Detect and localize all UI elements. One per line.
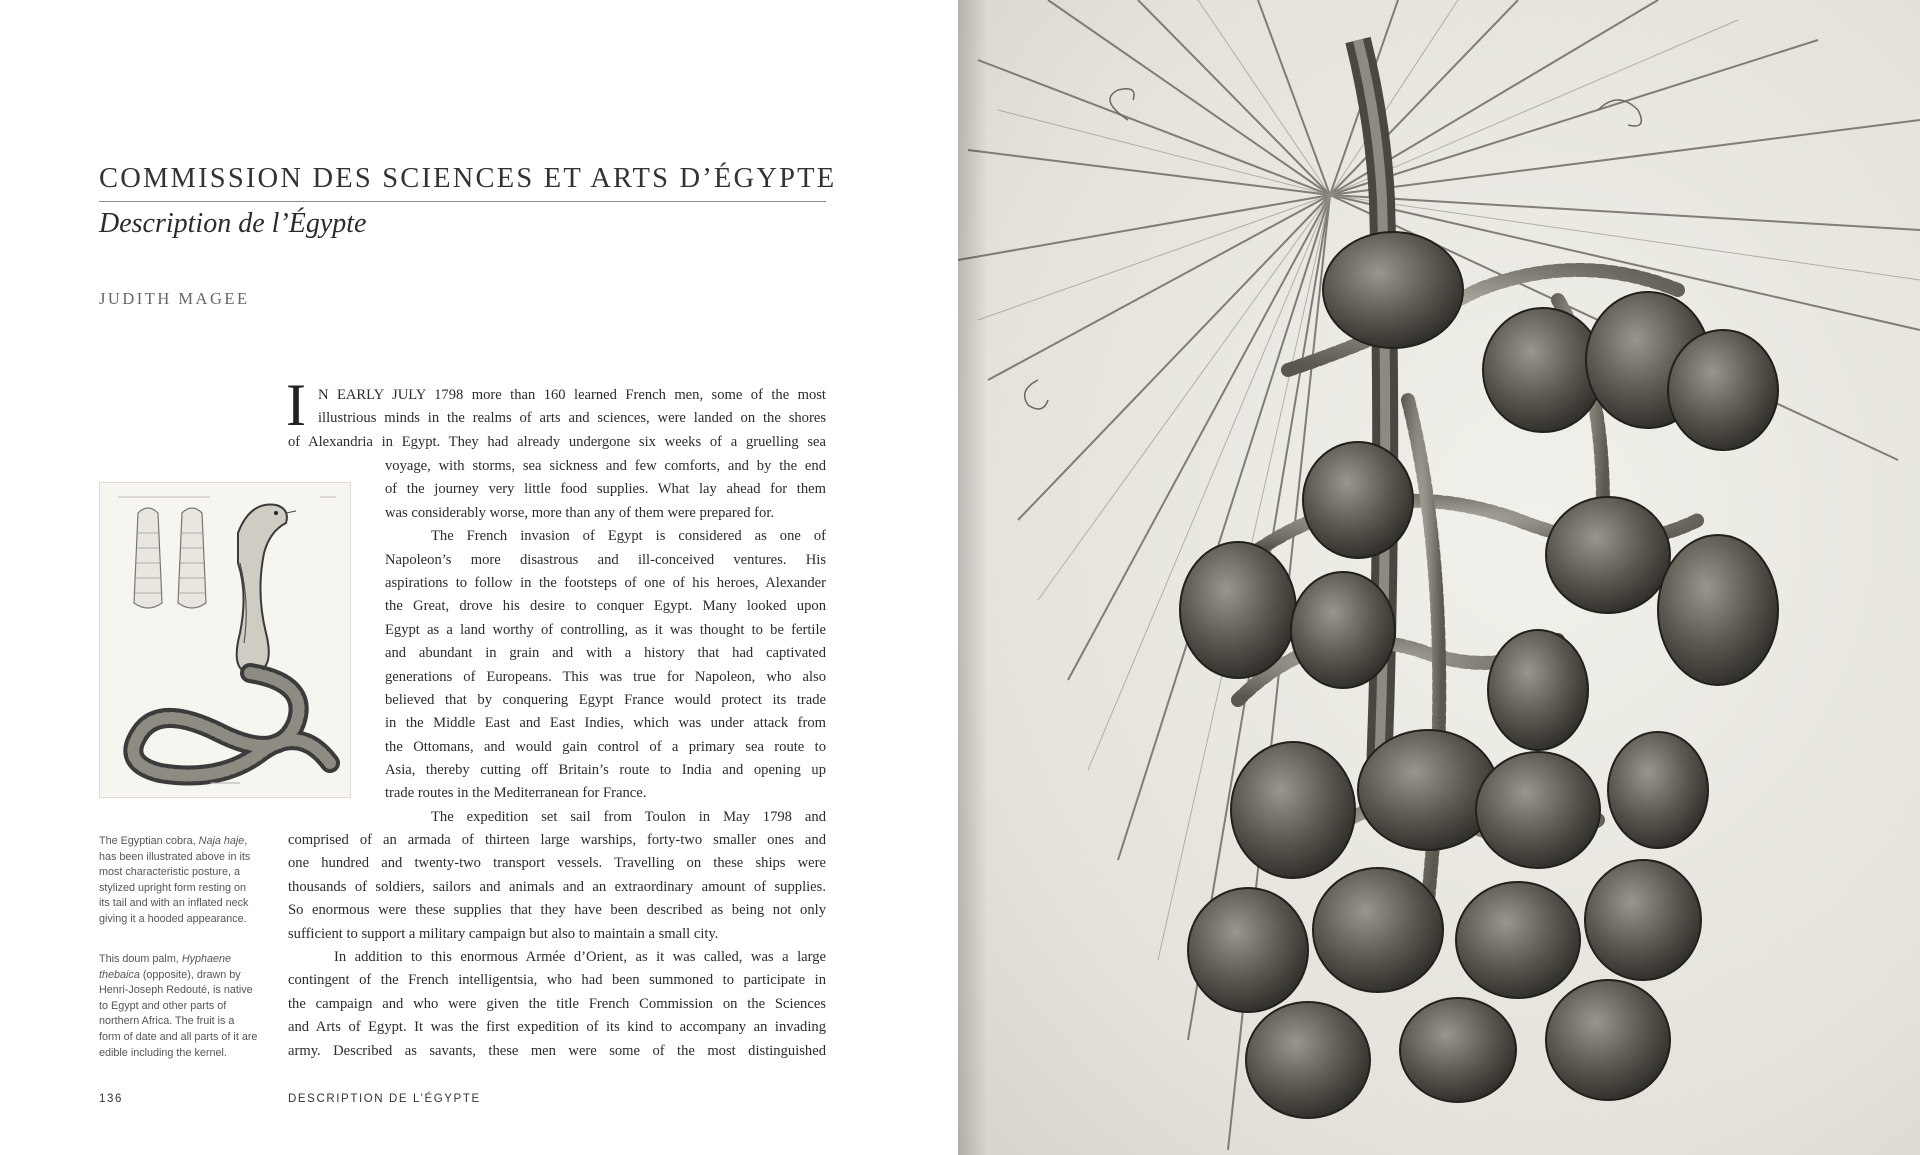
right-page-plate bbox=[958, 0, 1920, 1155]
body-line: trade routes in the Mediterranean for France. bbox=[385, 785, 647, 802]
body-line: sufficient to support a military campaign but also to maintain a small city. bbox=[288, 925, 719, 942]
body-line: voyage, with storms, sea sickness and few comforts, and by the end bbox=[385, 458, 826, 474]
body-line: and Arts of Egypt. It was the first expedition of its kind to accompany an invading bbox=[288, 1019, 826, 1036]
body-line: was considerably worse, more than any of them were prepared for. bbox=[385, 504, 775, 521]
body-line: army. Described as savants, these men were some of the most distinguished bbox=[288, 1042, 826, 1059]
body-text-block-3 bbox=[385, 455, 826, 829]
caption-text: This doum palm, bbox=[99, 953, 182, 965]
body-line: of Alexandria in Egypt. They had already undergone six weeks of a gruelling sea bbox=[288, 434, 826, 450]
chapter-subtitle: Description de l’Égypte bbox=[99, 208, 367, 239]
caption-text: , has been illustrated above in its most characteristic posture, a stylized upright form resting on its tail and with an inflated neck giving it a hooded appearance. bbox=[99, 835, 251, 925]
title-rule bbox=[99, 201, 826, 202]
body-line: in the Middle East and East Indies, which was under attack from bbox=[385, 715, 826, 732]
palm-caption bbox=[99, 952, 259, 1061]
body-line: illustrious minds in the realms of arts and sciences, were landed on the shores bbox=[318, 410, 826, 427]
caption-text: The Egyptian cobra, bbox=[99, 835, 199, 847]
body-line: the campaign and who were given the title French Commission on the Sciences bbox=[288, 995, 826, 1012]
body-text-block-2 bbox=[288, 431, 826, 454]
caption-text: (opposite), drawn by Henri-Joseph Redouté, is native to Egypt and other parts of northern Africa. The fruit is a form of date and all parts of it are edible including the kernel. bbox=[99, 968, 258, 1059]
body-line: So enormous were these supplies that they have been described as being not only bbox=[288, 902, 826, 919]
body-line: The expedition set sail from Toulon in May 1798 and bbox=[431, 808, 826, 825]
body-line: the Great, drove his desire to conquer Egypt. Many looked upon bbox=[385, 598, 826, 615]
cobra-illustration bbox=[99, 482, 351, 798]
body-line: generations of Europeans. This was true for Napoleon, who also bbox=[385, 668, 826, 685]
body-line: thousands of soldiers, sailors and animals and an extraordinary amount of supplies. bbox=[288, 878, 826, 895]
body-line: and abundant in grain and with a history that had captivated bbox=[385, 645, 826, 662]
body-line: contingent of the French intelligentsia, who had been summoned to participate in bbox=[288, 972, 826, 989]
drop-cap: I bbox=[286, 372, 306, 438]
body-text-block-1 bbox=[318, 384, 826, 431]
body-line: the Ottomans, and would gain control of a primary sea route to bbox=[385, 738, 826, 755]
gutter-shadow bbox=[958, 0, 988, 1155]
cobra-engraving-icon bbox=[100, 483, 350, 797]
body-line: of the journey very little food supplies. What lay ahead for them bbox=[385, 481, 826, 498]
body-line: Napoleon’s more disastrous and ill-conceived ventures. His bbox=[385, 551, 826, 568]
body-text-block-4 bbox=[288, 829, 826, 1063]
cobra-caption bbox=[99, 834, 259, 928]
caption-species: Naja haje bbox=[198, 835, 245, 847]
body-line: Egypt as a land worthy of controlling, as it was thought to be fertile bbox=[385, 621, 826, 638]
page-number: 136 bbox=[99, 1093, 123, 1105]
body-line: believed that by conquering Egypt France would protect its trade bbox=[385, 691, 826, 708]
author-name: JUDITH MAGEE bbox=[99, 289, 250, 308]
caption-species: Hyphaene thebaica bbox=[99, 953, 232, 981]
body-line: Asia, thereby cutting off Britain’s route to India and opening up bbox=[385, 762, 826, 779]
doum-palm-engraving-icon bbox=[958, 0, 1920, 1155]
body-line: comprised of an armada of thirteen large warships, forty-two smaller ones and bbox=[288, 832, 826, 848]
body-line: The French invasion of Egypt is considered as one of bbox=[431, 528, 826, 545]
body-line: N EARLY JULY 1798 more than 160 learned French men, some of the most bbox=[318, 387, 826, 403]
left-page bbox=[0, 0, 958, 1155]
chapter-title: COMMISSION DES SCIENCES ET ARTS D’ÉGYPTE bbox=[99, 163, 837, 194]
body-line: one hundred and twenty-two transport vessels. Travelling on these ships were bbox=[288, 855, 826, 872]
body-line: In addition to this enormous Armée d’Orient, as it was called, was a large bbox=[334, 948, 826, 965]
running-head: DESCRIPTION DE L’ÉGYPTE bbox=[288, 1093, 481, 1105]
body-line: aspirations to follow in the footsteps of one of his heroes, Alexander bbox=[385, 574, 826, 591]
